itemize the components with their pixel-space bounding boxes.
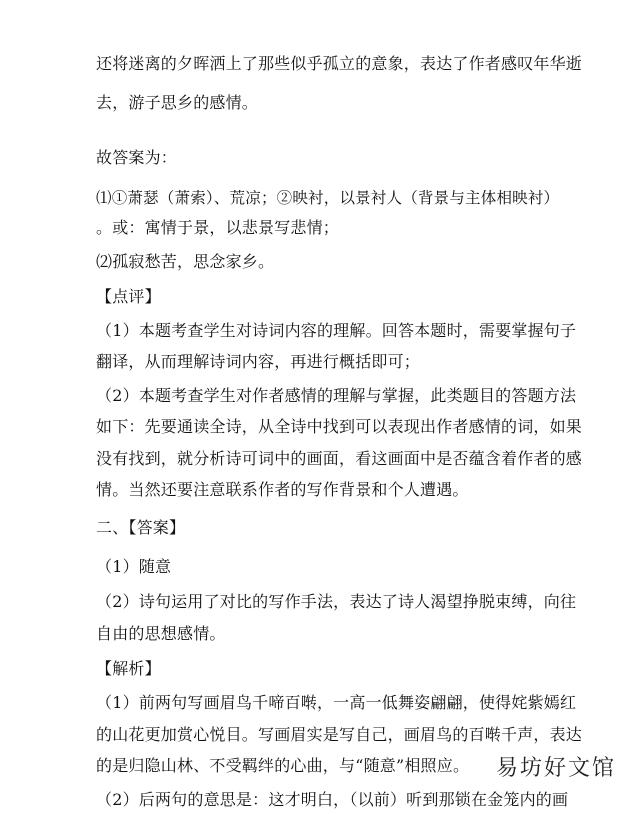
text-line: 翻译，从而理解诗词内容，再进行概括即可； <box>96 352 421 371</box>
section-heading: 二、【答案】 <box>96 518 186 537</box>
text-line: （1）前两句写画眉鸟千啼百啭，一高一低舞姿翩翩，使得姹紫嫣红 <box>96 693 577 712</box>
section-heading: 【点评】 <box>96 287 161 306</box>
text-line: 去，游子思乡的感情。 <box>96 93 259 112</box>
text-line: （2）本题考查学生对作者感情的理解与掌握，此类题目的答题方法 <box>96 386 577 405</box>
text-line: 的山花更加赏心悦目。写画眉实是写自己，画眉鸟的百啭千声，表达 <box>96 725 583 744</box>
text-line: ⑵孤寂愁苦，思念家乡。 <box>96 252 275 271</box>
text-line: 还将迷离的夕晖洒上了那些似乎孤立的意象，表达了作者感叹年华逝 <box>96 54 583 73</box>
section-heading: 【解析】 <box>96 659 161 678</box>
text-line: 如下：先要通读全诗，从全诗中找到可以表现出作者感情的词，如果 <box>96 417 583 436</box>
text-line: 的是归隐山林、不受羁绊的心曲，与“随意”相照应。 <box>96 756 470 775</box>
text-line: 。或：寓情于景，以悲景写悲情； <box>96 218 340 237</box>
text-line: 故答案为： <box>96 148 178 167</box>
text-line: （1）随意 <box>96 557 172 576</box>
text-line: （1）本题考查学生对诗词内容的理解。回答本题时，需要掌握句子 <box>96 321 577 340</box>
text-line: （2）诗句运用了对比的写作手法，表达了诗人渴望挣脱束缚，向往 <box>96 592 577 611</box>
text-line: ⑴①萧瑟（萧索）、荒凉；②映衬，以景衬人（背景与主体相映衬） <box>96 189 560 207</box>
text-line: 情。当然还要注意联系作者的写作背景和个人遭遇。 <box>96 480 469 499</box>
watermark-logo: 易坊好文馆 <box>495 756 616 781</box>
text-line: 自由的思想感情。 <box>96 624 226 643</box>
text-line: 没有找到，就分析诗可词中的画面，看这画面中是否蕴含着作者的感 <box>96 449 583 468</box>
text-line: （2）后两句的意思是：这才明白，（以前）听到那锁在金笼内的画 <box>96 790 569 809</box>
